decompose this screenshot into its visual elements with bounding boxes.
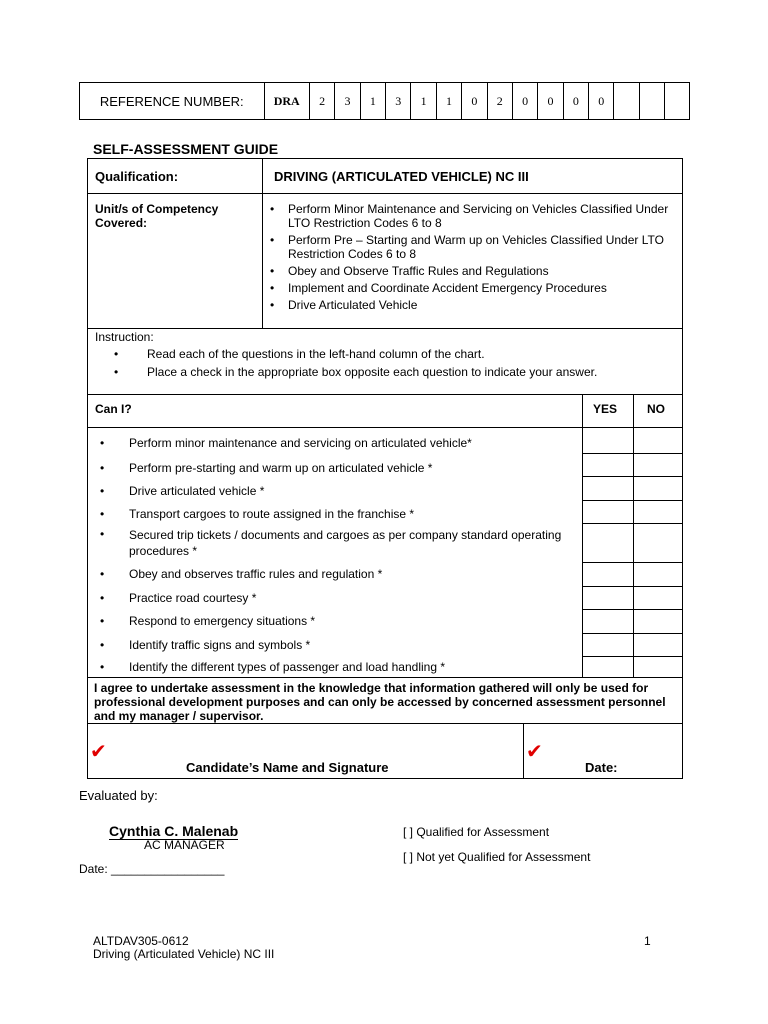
no-checkbox[interactable] [634, 610, 683, 632]
no-header: NO [647, 402, 665, 416]
not-qualified-option[interactable]: [ ] Not yet Qualified for Assessment [403, 850, 591, 864]
reference-digit: 1 [411, 83, 436, 120]
question-text: Transport cargoes to route assigned in the franchise * [129, 507, 415, 521]
reference-digit: 2 [309, 83, 334, 120]
page-title: SELF-ASSESSMENT GUIDE [93, 141, 279, 157]
reference-digit: 3 [386, 83, 411, 120]
question-text: Respond to emergency situations * [129, 614, 316, 628]
question-text: Identify traffic signs and symbols * [129, 638, 311, 652]
agreement-text: I agree to undertake assessment in the knowledge that information gathered will only be used for professional development purposes and can only be accessed by concerned assessment personnel and my manager / supervisor. [94, 681, 666, 723]
unit-item: • Perform Minor Maintenance and Servicing on Vehicles Classified Under LTO Restriction Codes 6 to 8 [266, 202, 676, 230]
question-bullet: • [100, 507, 105, 521]
instruction-bullet: • [114, 365, 119, 379]
no-checkbox[interactable] [634, 634, 683, 655]
check-mark-icon: ✔ [526, 739, 543, 763]
date-label: Date: [585, 760, 618, 775]
yes-checkbox[interactable] [583, 524, 632, 561]
reference-number-label: REFERENCE NUMBER: [80, 83, 265, 120]
question-text: Secured trip tickets / documents and cargoes as per company standard operating procedures * [129, 528, 562, 558]
footer-course: Driving (Articulated Vehicle) NC III [93, 947, 275, 961]
instruction-item: Place a check in the appropriate box opposite each question to indicate your answer. [147, 365, 598, 379]
qualification-value: DRIVING (ARTICULATED VEHICLE) NC III [274, 169, 529, 184]
evaluated-by-label: Evaluated by: [79, 788, 158, 803]
question-text: Perform minor maintenance and servicing on articulated vehicle* [129, 436, 472, 450]
question-text: Perform pre-starting and warm up on articulated vehicle * [129, 461, 433, 475]
evaluator-title: AC MANAGER [144, 838, 225, 852]
yes-checkbox[interactable] [583, 610, 632, 632]
units-list [266, 202, 676, 315]
question-bullet: • [100, 591, 105, 605]
reference-digit: 1 [436, 83, 461, 120]
yes-checkbox[interactable] [583, 563, 632, 585]
no-checkbox[interactable] [634, 477, 683, 499]
candidate-signature-field[interactable] [89, 724, 522, 778]
instruction-bullet: • [114, 347, 119, 361]
yes-checkbox[interactable] [583, 587, 632, 608]
qualification-label: Qualification: [95, 169, 179, 184]
question-bullet: • [100, 436, 105, 450]
reference-digit: 0 [512, 83, 537, 120]
reference-digit: 0 [589, 83, 614, 120]
unit-item: • Obey and Observe Traffic Rules and Regulations [266, 264, 676, 278]
yes-header: YES [593, 402, 618, 416]
question-text: Practice road courtesy * [129, 591, 257, 605]
no-checkbox[interactable] [634, 657, 683, 676]
question-bullet: • [100, 461, 105, 475]
evaluator-name: Cynthia C. Malenab [109, 823, 239, 839]
question-bullet: • [100, 614, 105, 628]
yes-checkbox[interactable] [583, 428, 632, 452]
unit-item: • Drive Articulated Vehicle [266, 298, 676, 312]
footer-code: ALTDAV305-0612 [93, 934, 189, 948]
no-checkbox[interactable] [634, 454, 683, 475]
reference-digit: 3 [335, 83, 360, 120]
question-text: Obey and observes traffic rules and regulation * [129, 567, 383, 581]
no-checkbox[interactable] [634, 563, 683, 585]
reference-prefix: DRA [264, 83, 309, 120]
question-text: Identify the different types of passenger and load handling * [129, 660, 446, 674]
reference-digit [614, 83, 639, 120]
question-text: Drive articulated vehicle * [129, 484, 265, 498]
candidate-signature-label: Candidate’s Name and Signature [186, 760, 389, 775]
reference-digit [664, 83, 689, 120]
reference-number-table [79, 82, 690, 120]
unit-item: • Perform Pre – Starting and Warm up on Vehicles Classified Under LTO Restriction Codes 6 to 8 [266, 233, 676, 261]
reference-digit [639, 83, 664, 120]
reference-digit: 0 [462, 83, 487, 120]
instruction-label: Instruction: [95, 330, 154, 344]
page-number: 1 [644, 934, 651, 948]
question-bullet: • [100, 484, 105, 498]
qualified-option[interactable]: [ ] Qualified for Assessment [403, 825, 550, 839]
reference-digit: 1 [360, 83, 385, 120]
check-mark-icon: ✔ [90, 739, 107, 763]
question-bullet: • [100, 567, 105, 581]
no-checkbox[interactable] [634, 587, 683, 608]
no-checkbox[interactable] [634, 524, 683, 561]
instruction-item: Read each of the questions in the left-hand column of the chart. [147, 347, 485, 361]
date-field[interactable] [524, 724, 682, 778]
questions-header: Can I? [95, 402, 132, 416]
reference-digit: 2 [487, 83, 512, 120]
yes-checkbox[interactable] [583, 657, 632, 676]
yes-checkbox[interactable] [583, 634, 632, 655]
question-bullet: • [100, 660, 105, 674]
units-label: Unit/s of Competency Covered: [95, 202, 219, 230]
no-checkbox[interactable] [634, 501, 683, 522]
reference-digit: 0 [538, 83, 563, 120]
evaluation-date: Date: _________________ [79, 862, 225, 876]
no-checkbox[interactable] [634, 428, 683, 452]
reference-digit: 0 [563, 83, 588, 120]
yes-checkbox[interactable] [583, 501, 632, 522]
question-bullet: • [100, 527, 105, 541]
yes-checkbox[interactable] [583, 454, 632, 475]
yes-checkbox[interactable] [583, 477, 632, 499]
question-bullet: • [100, 638, 105, 652]
assessment-form [87, 158, 683, 779]
unit-item: • Implement and Coordinate Accident Emergency Procedures [266, 281, 676, 295]
